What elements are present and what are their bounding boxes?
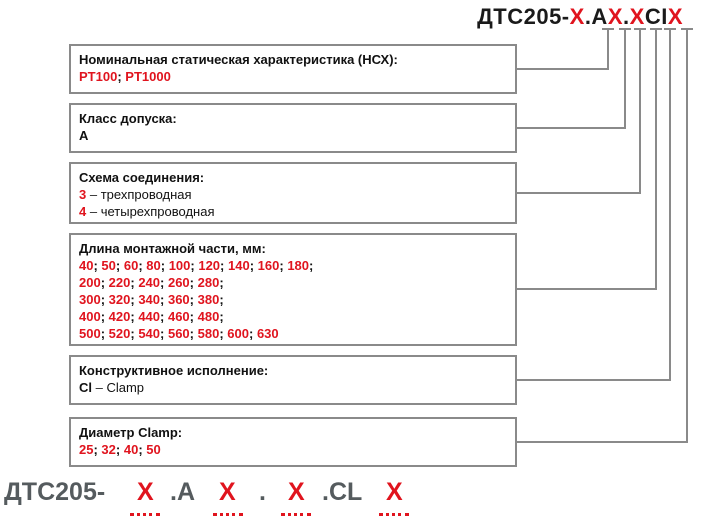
top-code-wiring: X <box>607 4 623 29</box>
length-value: 340 <box>138 292 161 307</box>
diameter-value: 32 <box>101 442 116 457</box>
bottom-code-a: .A <box>170 478 195 506</box>
length-value: 560 <box>167 326 190 341</box>
length-value: 630 <box>256 326 279 341</box>
bottom-code-x2: X <box>219 478 236 506</box>
length-value: 360 <box>167 292 190 307</box>
length-title: Длина монтажной части, мм: <box>79 241 266 256</box>
box-diameter <box>69 417 517 467</box>
length-row: 500; 520; 540; 560; 580; 600; 630 <box>79 326 279 341</box>
length-row: 40; 50; 60; 80; 100; 120; 140; 160; 180; <box>79 258 314 273</box>
wiring-item-3: 3 – трехпроводная <box>79 187 192 202</box>
top-code-mid3: CI <box>644 4 668 29</box>
connector-design <box>517 28 670 380</box>
top-code-prefix: ДТС205- <box>477 4 570 29</box>
diameter-value: 50 <box>146 442 161 457</box>
length-value: 50 <box>101 258 116 273</box>
diameter-value: 25 <box>79 442 94 457</box>
length-value: 440 <box>138 309 161 324</box>
bottom-code-x4: X <box>386 478 403 506</box>
wiring-item-4: 4 – четырехпроводная <box>79 204 215 219</box>
length-value: 460 <box>167 309 190 324</box>
connector-nsh <box>517 28 608 69</box>
top-code-length: X <box>629 4 645 29</box>
length-value: 60 <box>123 258 139 273</box>
placeholder-dots-3 <box>281 513 311 516</box>
connector-length <box>517 28 656 289</box>
box-accuracy <box>69 103 517 153</box>
length-row: 200; 220; 240; 260; 280; <box>79 275 224 290</box>
length-value: 260 <box>167 275 190 290</box>
top-code-mid2: . <box>623 4 630 29</box>
length-value: 280 <box>197 275 220 290</box>
length-value: 400 <box>79 309 101 324</box>
design-text: Clamp <box>106 380 145 395</box>
length-value: 420 <box>108 309 131 324</box>
connector-wiring <box>517 28 640 193</box>
bottom-code-x3: X <box>288 478 305 506</box>
design-dash: – <box>92 380 107 395</box>
length-value: 480 <box>197 309 220 324</box>
length-value: 300 <box>79 292 101 307</box>
length-value: 240 <box>138 275 161 290</box>
length-value: 180 <box>287 258 310 273</box>
bottom-code-dot: . <box>259 478 266 506</box>
bottom-code-cl: .CL <box>322 478 363 506</box>
box-wiring <box>69 162 517 224</box>
placeholder-dots-2 <box>213 513 243 516</box>
box-length <box>69 233 517 346</box>
diameter-values: 25; 32; 40; 50 <box>79 442 161 457</box>
length-value: 200 <box>79 275 101 290</box>
wiring-title: Схема соединения: <box>79 170 205 185</box>
top-code-mid1: .A <box>584 4 608 29</box>
length-values <box>79 257 507 342</box>
top-code-diameter: X <box>667 4 683 29</box>
box-design <box>69 355 517 405</box>
length-value: 120 <box>198 258 221 273</box>
accuracy-value: A <box>79 128 89 143</box>
length-value: 580 <box>197 326 220 341</box>
length-value: 40 <box>79 258 94 273</box>
diameter-title: Диаметр Clamp: <box>79 425 183 440</box>
length-value: 380 <box>197 292 220 307</box>
length-row: 400; 420; 440; 460; 480; <box>79 309 224 324</box>
length-value: 220 <box>108 275 131 290</box>
length-value: 520 <box>108 326 131 341</box>
design-code: Cl <box>79 380 92 395</box>
accuracy-title: Класс допуска: <box>79 111 177 126</box>
box-nsh <box>69 44 517 94</box>
nsh-separator: ; <box>117 69 122 84</box>
bottom-code-x1: X <box>137 478 154 506</box>
nsh-option-pt100: PT100 <box>79 69 118 84</box>
length-value: 540 <box>138 326 161 341</box>
length-value: 100 <box>168 258 191 273</box>
length-value: 500 <box>79 326 101 341</box>
diameter-value: 40 <box>123 442 139 457</box>
length-value: 140 <box>228 258 250 273</box>
length-value: 600 <box>227 326 249 341</box>
nsh-title: Номинальная статическая характеристика (НСХ): <box>79 52 398 67</box>
length-row: 300; 320; 340; 360; 380; <box>79 292 224 307</box>
nsh-option-pt1000: PT1000 <box>125 69 171 84</box>
design-title: Конструктивное исполнение: <box>79 363 269 378</box>
length-value: 80 <box>146 258 161 273</box>
bottom-code-prefix: ДТС205- <box>4 478 106 506</box>
top-code-sensor: X <box>569 4 585 29</box>
placeholder-dots-1 <box>130 513 160 516</box>
length-value: 160 <box>257 258 280 273</box>
placeholder-dots-4 <box>379 513 409 516</box>
length-value: 320 <box>108 292 131 307</box>
